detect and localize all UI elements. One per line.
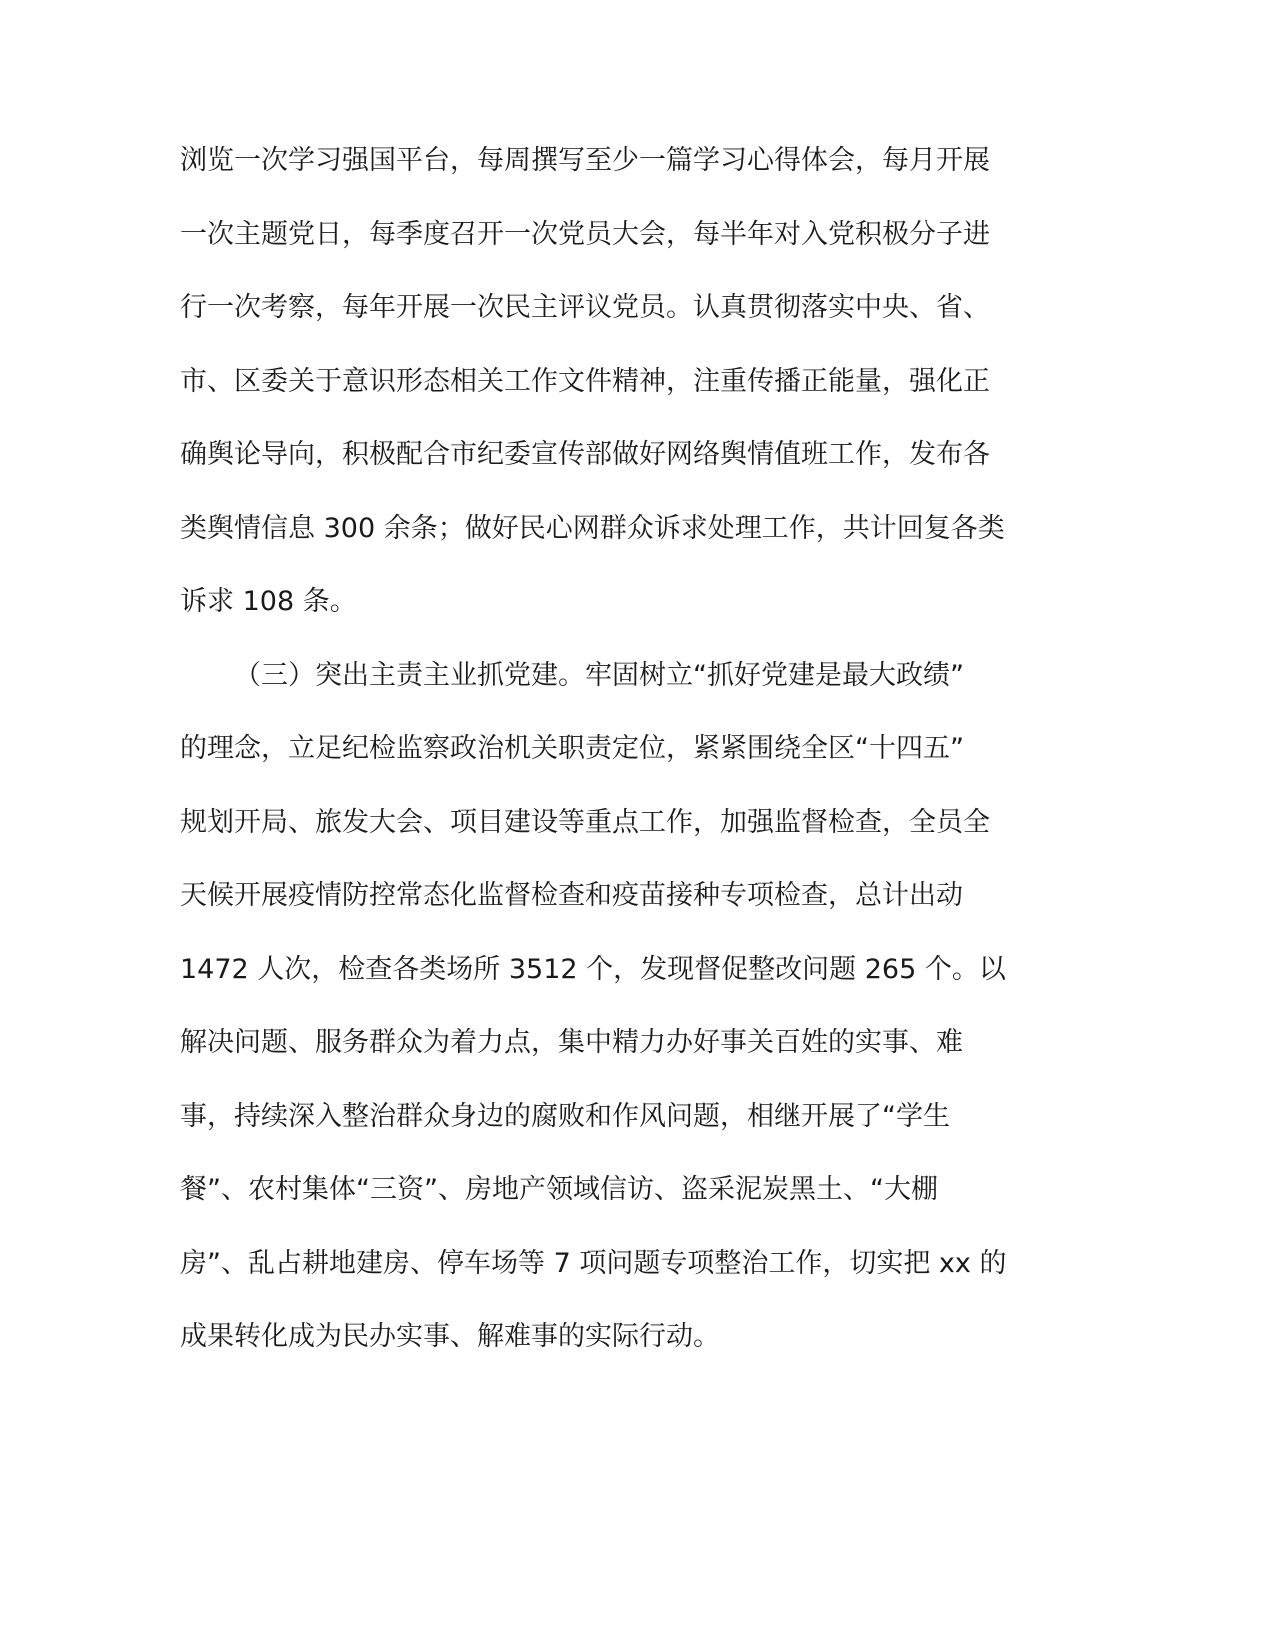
text-line: 餐”、农村集体“三资”、房地产领域信访、盗采泥炭黑土、“大棚 xyxy=(180,1174,938,1205)
text-line: 成果转化成为民办实事、解难事的实际行动。 xyxy=(180,1321,720,1352)
text-line: 事，持续深入整治群众身边的腐败和作风问题，相继开展了“学生 xyxy=(180,1100,950,1132)
text-line: 确舆论导向，积极配合市纪委宣传部做好网络舆情值班工作，发布各 xyxy=(180,439,990,470)
text-line: 浏览一次学习强国平台，每周撰写至少一篇学习心得体会，每月开展 xyxy=(180,145,990,176)
text-line: 房”、乱占耕地建房、停车场等 7 项问题专项整治工作，切实把 xx 的 xyxy=(180,1247,1007,1279)
text-line: 行一次考察，每年开展一次民主评议党员。认真贯彻落实中央、省、 xyxy=(180,292,990,323)
text-line: 的理念，立足纪检监察政治机关职责定位，紧紧围绕全区“十四五” xyxy=(180,733,964,764)
text-line: 市、区委关于意识形态相关工作文件精神，注重传播正能量，强化正 xyxy=(180,365,990,397)
text-line: 解决问题、服务群众为着力点，集中精力办好事关百姓的实事、难 xyxy=(180,1027,963,1058)
text-line: 规划开局、旅发大会、项目建设等重点工作，加强监督检查，全员全 xyxy=(180,806,990,838)
section-heading-line: （三）突出主责主业抓党建。牢固树立“抓好党建是最大政绩” xyxy=(234,659,964,691)
body-text xyxy=(180,131,1060,1381)
text-line: 诉求 108 条。 xyxy=(180,586,357,617)
text-line: 一次主题党日，每季度召开一次党员大会，每半年对入党积极分子进 xyxy=(180,218,990,250)
text-line: 类舆情信息 300 余条；做好民心网群众诉求处理工作，共计回复各类 xyxy=(180,512,1005,544)
text-line: 天候开展疫情防控常态化监督检查和疫苗接种专项检查，总计出动 xyxy=(180,880,963,911)
text-line: 1472 人次，检查各类场所 3512 个，发现督促整改问题 265 个。以 xyxy=(180,953,1006,985)
